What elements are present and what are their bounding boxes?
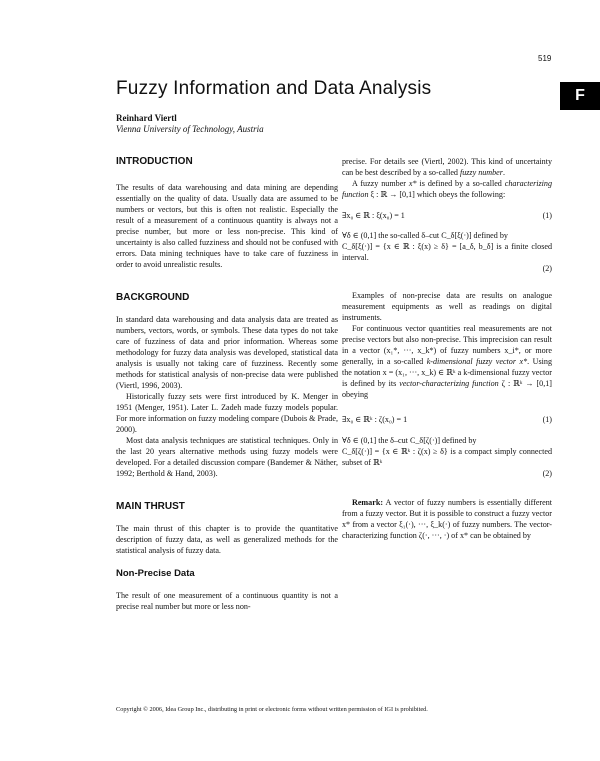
remark-paragraph: Remark: A vector of fuzzy numbers is essentially different from a fuzzy vector. But it is possible to construct a fuzzy vector x* from a vector ξ₁(·), ···, ξ_k(·) of fuzzy numbers. The vector-characterizing function ζ(·, ···, ·) of x* can be obtained by [342,498,552,540]
equation-3: ∃x₀ ∈ ℝᵏ : ζ(x₀) = 1 (1) [342,415,552,424]
background-heading: BACKGROUND [116,292,190,303]
equation-2-line-1: ∀δ ∈ (0,1] the so-called δ–cut C_δ[ξ(·)] defined by [342,231,508,240]
fuzzy-number-intro: precise. For details see (Viertl, 2002). This kind of uncertainty can be best described by a so-called fuzzy number. [342,157,552,177]
copyright-footer: Copyright © 2006, Idea Group Inc., distributing in print or electronic forms without written permission of IGI is prohibited. [116,706,428,713]
section-letter-tab: F [560,82,600,110]
author-affiliation: Vienna University of Technology, Austria [116,124,264,134]
non-precise-data-heading: Non-Precise Data [116,568,195,579]
introduction-paragraph: The results of data warehousing and data mining are depending essentially on the quality of data. Usually data are assumed to be numbers or vectors, but this is often not realistic. Especially the result of a measurement of a continuous quantity is always not a precise number, but more or less non-precise. This kind of uncertainty is also called fuzziness and should not be confused with errors. Data mining techniques have to take care of fuzziness in order to avoid unrealistic results. [116,183,338,269]
fuzzy-vector-paragraph: For continuous vector quantities real measurements are not precise vectors but also non-precise. This imprecision can result in a vector (x₁*, ···, x_k*) of fuzzy numbers x_i*, or more generally, in a so-called k-dimensional fuzzy vector x*. Using the notation x = (x₁, ···, x_k) ∈ ℝᵏ a k-dimensional fuzzy vector is defined by its vector-characterizing function ζ : ℝᵏ → [0,1] obeying [342,324,552,399]
introduction-heading: INTRODUCTION [116,156,193,167]
main-thrust-heading: MAIN THRUST [116,501,185,512]
equation-4-line-1: ∀δ ∈ (0,1] the δ–cut C_δ[ζ(·)] defined by [342,436,477,445]
equation-1: ∃x₀ ∈ ℝ : ξ(x₀) = 1 (1) [342,211,552,220]
left-column [116,156,338,612]
page-number: 519 [538,54,552,63]
background-paragraph-3: Most data analysis techniques are statistical techniques. Only in the last 20 years alternative methods using fuzzy models were developed. For a detailed discussion compare (Bandemer & Näther, 1992; Berthold & Hand, 2003). [116,436,338,478]
background-paragraph-2: Historically fuzzy sets were first introduced by K. Menger in 1951 (Menger, 1951). Later L. Zadeh made fuzzy models popular. For more information on fuzzy modeling compare (Dubois & Prade, 2000). [116,392,338,434]
author-name: Reinhard Viertl [116,113,177,123]
fuzzy-number-definition: A fuzzy number x* is defined by a so-called characterizing function ξ : ℝ → [0,1] which obeys the following: [342,179,552,199]
right-column [342,156,552,541]
examples-paragraph: Examples of non-precise data are results on analogue measurement equipments as well as readings on digital instruments. [342,291,552,322]
article-title: Fuzzy Information and Data Analysis [116,78,432,99]
main-thrust-paragraph: The main thrust of this chapter is to provide the quantitative description of fuzzy data, as well as generalized methods for the statistical analysis of fuzzy data. [116,524,338,555]
background-paragraph-1: In standard data warehousing and data analysis data are treated as numbers, vectors, words, or symbols. These data types do not take care of fuzziness of data and prior information. Whereas some methodology for fuzzy data analysis was developed, statistical data analysis is usually not taking care of fuzziness. Recently some methods for statistical analysis of non-precise data were published (Viertl, 1996, 2003). [116,315,338,390]
non-precise-data-paragraph: The result of one measurement of a continuous quantity is not a precise real number but more or less non- [116,591,338,611]
equation-4-number: (2) [542,469,552,478]
equation-2-number: (2) [542,264,552,273]
equation-4-line-2: C_δ[ζ(·)] = {x ∈ ℝᵏ : ζ(x) ≥ δ} is a compact simply connected subset of ℝᵏ [342,447,552,467]
equation-2-line-2: C_δ[ξ(·)] = {x ∈ ℝ : ξ(x) ≥ δ} = [a_δ, b_δ] is a finite closed interval. [342,242,552,262]
